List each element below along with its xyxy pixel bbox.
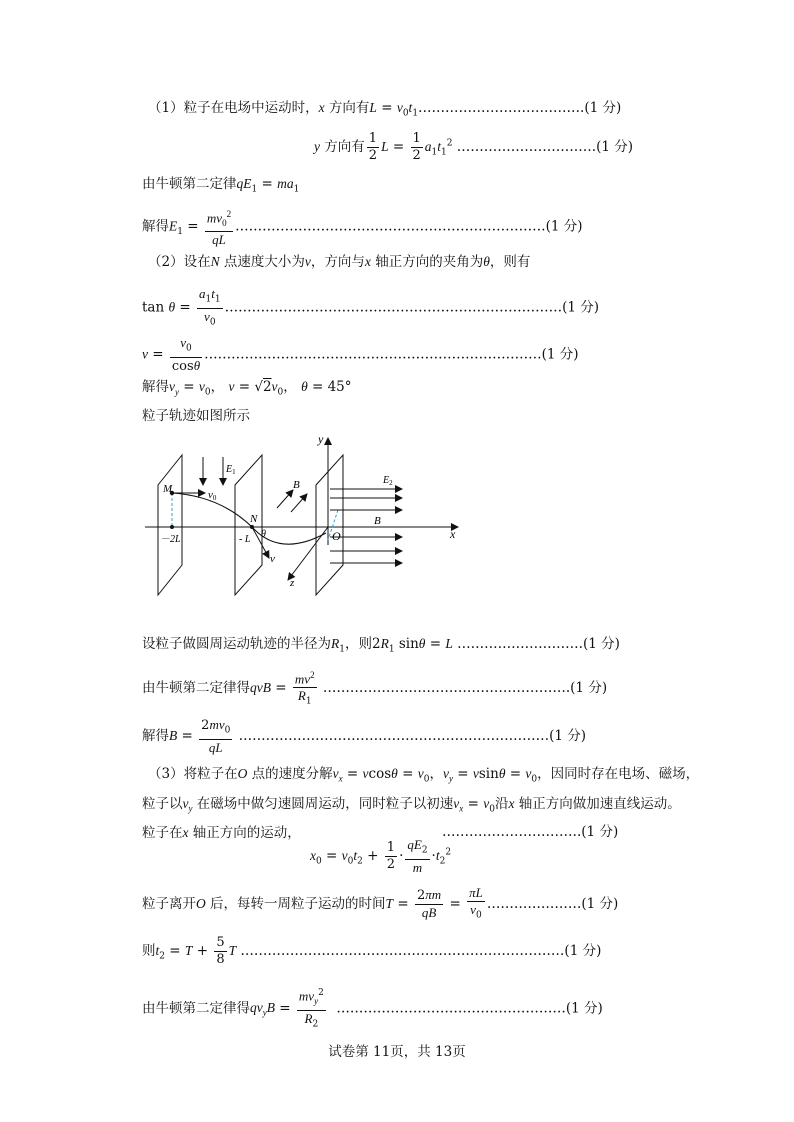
b-oblique-label: B	[293, 479, 300, 491]
solution-line-16: 粒子离开O 后，每转一周粒子运动的时间T = $\frac{2\pi m}{qB}$ = $\frac{\pi L}{v_0}$ …………………(1 分)	[142, 885, 619, 921]
solution-line-12: 解得B = $\frac{2mv_0}{qL}$ ……………………………………………………………(1 分)	[142, 717, 587, 755]
score-dots: ……………………………………………………………(1 分)	[238, 727, 587, 744]
solution-line-2: y 方向有 $\frac{1}{2}$ L = $\frac{1}{2}$ $a_1t_1^2$ ………………………….(1 分)	[314, 131, 634, 163]
v-label: v	[270, 553, 275, 565]
solution-line-14: 粒子以$v_y$ 在磁场中做匀速圆周运动，同时粒子以初速$v_x = v_0$沿x 轴正方向做加速直线运动。	[142, 796, 681, 815]
plate-right	[316, 455, 343, 595]
solution-line-15-dots	[442, 826, 618, 840]
score-dots: ……………………………………………….(1 分)	[322, 679, 608, 696]
equation: L	[369, 100, 377, 115]
b-horizontal-label: B	[374, 515, 381, 527]
var-x: x	[318, 100, 325, 115]
solution-line-11: 由牛顿第二定律得qvB = $\frac{mv^2}{R_1}$ ……………………………………………….(1 分)	[142, 670, 608, 707]
solution-line-4: 解得$E_1$ = $\frac{mv_0^2}{qL}$ ……………………………………………………………(1 分)	[142, 209, 583, 247]
score-dots: ……………………………….(1 分)	[418, 100, 622, 116]
solution-line-1: （1）粒子在电场中运动时，x 方向有$L = v_0t_1\dots\dots\dots\dots\dots\dots\dots\dots\dots\dots\dots\dots.(1$ 分)	[148, 100, 622, 119]
solution-line-15-eq: $x_0 = v_0t_2$ + $\frac{1}{2}$ · $\frac{qE_2}{m}$ $\cdot t_2^2$	[310, 837, 452, 875]
page-footer: 试卷第 11页，共 13页	[328, 1044, 466, 1060]
trajectory-figure	[140, 430, 470, 600]
plate-left	[158, 455, 182, 595]
score-dots: …………………(1 分)	[486, 895, 619, 912]
e1-label: $E_1$	[226, 464, 236, 476]
y-axis-label: y	[318, 432, 324, 446]
point-m: M	[163, 483, 173, 495]
score-dots: …………………………………………………………………(1 分)	[204, 346, 579, 363]
score-dots: ………………………….(1 分)	[456, 139, 634, 155]
solution-line-6: tan θ = $\frac{a_1t_1}{v_0}$ …………………………………………………………………(1 分)	[142, 286, 600, 328]
score-dots: ……………………….(1 分)	[457, 636, 620, 652]
e2-label: $E_2$	[383, 475, 393, 487]
point-n: N	[250, 513, 258, 525]
score-dots: ………………………….(1 分)	[442, 824, 619, 840]
solution-line-7: v = $\frac{v_0}{\cos\theta}$ …………………………………………………………………(1 分)	[142, 335, 579, 374]
minus-l-label: - L	[239, 534, 251, 545]
x-axis-label: x	[450, 527, 456, 541]
origin-label: O	[332, 529, 341, 543]
score-dots: ……………………………………………(1 分)	[336, 1000, 603, 1017]
solution-line-17: 则$t_2 = T$ + $\frac{5}{8}$ T ………………………………………………………………(1 分)	[142, 935, 602, 967]
solution-line-13: （3）将粒子在O 点的速度分解$v_x = vcos\theta = v_0$，$v_y = vsin\theta = v_0$，因同时存在电场、磁场，	[148, 766, 700, 785]
text: 方向有	[328, 100, 370, 116]
text: （1）粒子在电场中运动时，	[148, 100, 319, 116]
v0-label: v0	[208, 489, 217, 502]
solution-line-18: 由牛顿第二定律得$qv_yB$ = $\frac{mv_y^2}{R_2}$ ……………………………………………(1 分)	[142, 988, 603, 1030]
plate-middle	[235, 455, 262, 595]
score-dots: ………………………………………………………………(1 分)	[240, 943, 602, 959]
solution-line-8: 解得$v_y = v_0$， $v = √2v_0$， θ = 45°	[142, 379, 352, 398]
solution-line-9: 粒子轨迹如图所示	[142, 408, 250, 424]
solution-line-3: 由牛顿第二定律$qE_1 = ma_1$	[142, 176, 300, 195]
solution-line-10: 设粒子做圆周运动轨迹的半径为$R_1$，则$2R_1$ sinθ = L ……………………….(1 分)	[142, 636, 620, 655]
theta-label: θ	[261, 529, 266, 540]
minus-2l-label: －2L	[160, 534, 181, 545]
solution-line-15: 粒子在x 轴正方向的运动，	[142, 825, 301, 841]
score-dots: …………………………………………………………………(1 分)	[224, 299, 600, 316]
z-axis-label: z	[290, 577, 295, 589]
score-dots: ……………………………………………………………(1 分)	[235, 218, 583, 235]
solution-line-5: （2）设在N 点速度大小为v，方向与x 轴正方向的夹角为θ，则有	[148, 254, 531, 270]
